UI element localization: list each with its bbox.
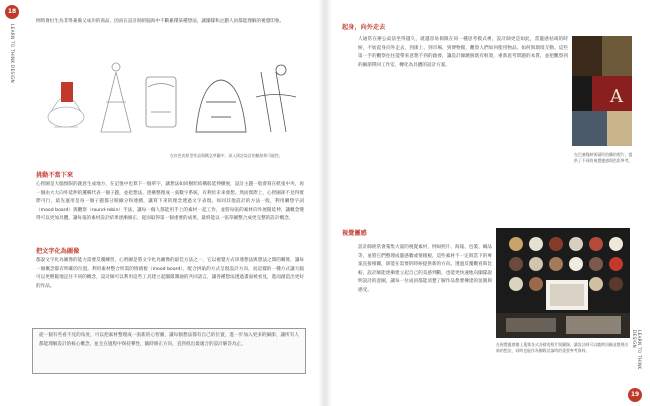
- figure-caption-left: 在紅色的原型作品與概念草圖中，深入探討設計的脈絡和可能性。: [170, 153, 283, 158]
- photo-caption-right: 在巴塞隆納街頭所拍攝的照片，提供了不同的視覺靈感與色彩參考。: [574, 152, 633, 163]
- section-heading-left-2: 把文字化為圖像: [36, 248, 80, 255]
- book-gutter: [318, 0, 332, 406]
- moodboard-photo: [496, 228, 630, 338]
- section-heading-right-2: 視覺靈感: [342, 230, 367, 237]
- moodboard-graphic: [496, 228, 630, 338]
- page-number-right: 19: [628, 388, 642, 402]
- section-text-left-2: 都說文字化為圖像的能力需要反覆練習，心智圖是將文字化為圖像的最佳方法之一，它以視覺方式串連想法與想法之間的關係，讓每一個概念都有明確的位置。利用素材整合所需的情緒板（mood board），配合拼貼的方式呈現設計方向，而這樣的一種方式讓大腦可以更輕鬆地記住不同的概念，設計師可以利用這些工具建立起團隊溝通的共同語言，讓各種想法透過畫面被看見，進而創造出更好的作品。: [36, 258, 304, 289]
- photo-collage: [572, 36, 632, 146]
- svg-text:A: A: [610, 86, 623, 107]
- sketch-illustrations: [36, 42, 304, 152]
- callout-text: 從一個有些看不見的角度，可以把素材整理成一張新的心智圖，讓每個想法都有自己的位置，進一步加入更多的細節，讓所有人都能理解設計的核心概念，並且在過程中保持彈性，隨時修正方向，直到找出最適合的設計解答為止。: [39, 333, 299, 347]
- page-number-left: 18: [5, 5, 19, 19]
- side-tab-left: LEARN TO THINK DESIGN: [10, 24, 15, 83]
- side-tab-right: LEARN TO THINK DESIGN: [632, 330, 642, 370]
- section-text-right-2: 設計師經常會蒐集大量的視覺素材，例如照片、海報、包裝、織品等，並將它們整理成靈感牆或情緒板，這些素材不一定與當下的專案直接相關，卻能在需要的時候提供新的方向。透過反覆觀看與比較，設計師能逐漸建立起自己的美感判斷，也能更快速地向團隊說明設計的意圖，讓每一位成員都能清楚了解作品想要傳達的氛圍與感受。: [358, 245, 492, 293]
- callout-box: [32, 328, 306, 374]
- section-heading-left-1: 挑動不當下來: [36, 172, 74, 179]
- section-text-right-1: 人通常在辦公桌前坐得越久，就越容易侷限在同一種思考模式裡，設計師更是如此，當靈感枯竭的時候，不妨起身向外走去，到街上、到市場、到博物館，觀察人們如何使用物品、如何與環境互動。這些第一手的觀察往往能帶來意想不到的啟發，讓設計師跳脫既有框架，重新思考問題的本質，並把觀察到的細節帶回工作室，轉化為具體的設計方案。: [358, 37, 568, 68]
- sketch-figure: [36, 42, 304, 152]
- section-text-left-1: 心智圖是大腦無限的創意生成地方，在記憶中也算下一個單字，讓想法如同樹狀結構般延伸擴展，設計主題一般會寫在紙張中央，再一個由大大向外延伸的邏輯代表一個子題，並把想法，逐漸整理成一張數字系統，有利於未來發想。然而實際上，心智圖卻不見得實際可行，最先運用是每一個子題都分開細分和連續，讓寫下來的理念透過文字表現。如同其他設計的方法一般，利用聯想字詞（mood board）與觀察（round-robin）手法，讓每一個人都能用手上的素材一起工作，並將每張的素材向外展開延伸，讓概念變得可以更加具體，讓每張的素材設計結果逐漸修正，從而取得第一個重要的成果，最終能以一張草圖整合成更完整的設計概念。: [36, 182, 304, 222]
- bottom-caption-right: 在視覺靈感牆上蒐集各式各樣的照片與圖像，讓設計師可以隨時回顧並整理出新的想法，同時也能作為團隊討論時的重要參考資料。: [496, 342, 629, 353]
- section-heading-right-1: 起身，向外走去: [342, 24, 386, 31]
- photo-collage-graphic: [572, 36, 632, 146]
- intro-paragraph: 例時會衍生為非得兼備又成功的商品，因而在設計師的腦海中不斷累積某種想法，讓團隊和企劃人員都能理解的視覺印象。: [36, 19, 285, 24]
